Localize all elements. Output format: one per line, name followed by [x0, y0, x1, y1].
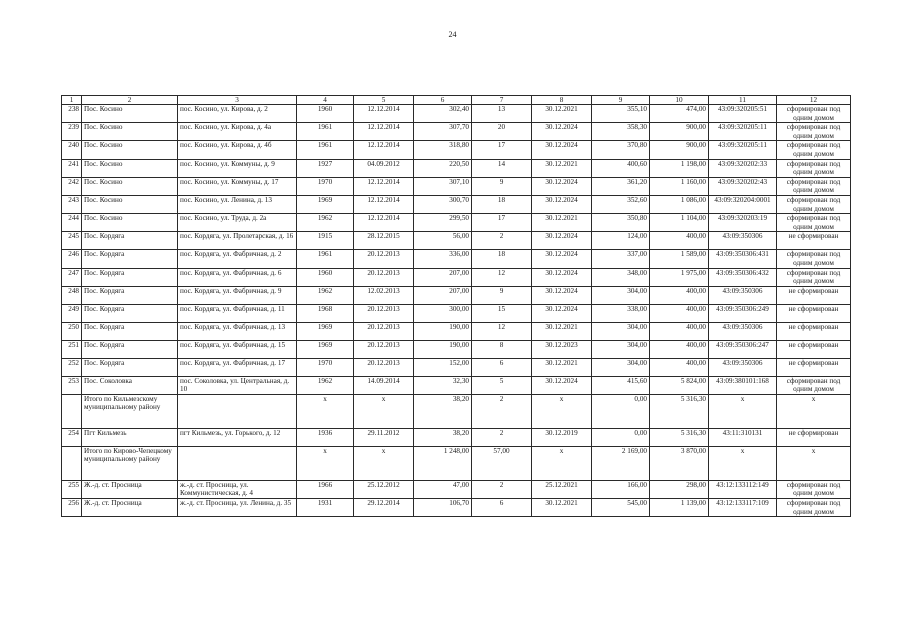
area-cell: 32,30: [414, 376, 472, 394]
plot-area-cell: 1 160,00: [650, 177, 709, 195]
area-cell: 38,20: [414, 428, 472, 446]
settlement-cell: Итого по Кирово-Чепецкому муниципальному району: [82, 446, 178, 480]
residents-cell: 2: [472, 394, 532, 428]
plot-status-cell: сформирован под одним домом: [777, 195, 851, 213]
address-cell: пос. Кордяга, ул. Фабричная, д. 13: [178, 322, 297, 340]
resettlement-date-cell: 30.12.2023: [532, 340, 592, 358]
cadastral-number-cell: 43:09:320202:43: [709, 177, 777, 195]
area-cell: 307,10: [414, 177, 472, 195]
resettlement-date-cell: 30.12.2024: [532, 123, 592, 141]
resettlement-date-cell: 30.12.2024: [532, 195, 592, 213]
residents-cell: 6: [472, 358, 532, 376]
build-year-cell: 1961: [297, 123, 354, 141]
cost-cell: 2 169,00: [592, 446, 650, 480]
address-cell: пос. Соколовка, ул. Центральная, д. 10: [178, 376, 297, 394]
recognition-date-cell: x: [354, 446, 414, 480]
recognition-date-cell: 12.12.2014: [354, 177, 414, 195]
area-cell: 190,00: [414, 340, 472, 358]
recognition-date-cell: 20.12.2013: [354, 268, 414, 286]
build-year-cell: 1970: [297, 177, 354, 195]
resettlement-date-cell: x: [532, 394, 592, 428]
residents-cell: 2: [472, 232, 532, 250]
table-row: [62, 105, 851, 123]
plot-status-cell: x: [777, 394, 851, 428]
recognition-date-cell: 14.09.2014: [354, 376, 414, 394]
cadastral-number-cell: 43:09:350306:432: [709, 268, 777, 286]
plot-area-cell: 474,00: [650, 105, 709, 123]
plot-status-cell: сформирован под одним домом: [777, 376, 851, 394]
table-row: [62, 322, 851, 340]
recognition-date-cell: 12.12.2014: [354, 105, 414, 123]
residents-cell: 9: [472, 177, 532, 195]
total-row: [62, 394, 851, 428]
row-number-cell: 249: [62, 304, 82, 322]
resettlement-date-cell: 30.12.2024: [532, 232, 592, 250]
total-row: [62, 446, 851, 480]
column-header: 10: [650, 96, 709, 105]
column-header: 4: [297, 96, 354, 105]
residents-cell: 57,00: [472, 446, 532, 480]
build-year-cell: 1969: [297, 322, 354, 340]
row-number-cell: 244: [62, 214, 82, 232]
table-row: [62, 499, 851, 517]
settlement-cell: Ж.-д. ст. Просница: [82, 499, 178, 517]
build-year-cell: x: [297, 446, 354, 480]
settlement-cell: Пос. Кордяга: [82, 250, 178, 268]
area-cell: 106,70: [414, 499, 472, 517]
plot-area-cell: 900,00: [650, 123, 709, 141]
row-number-cell: 256: [62, 499, 82, 517]
address-cell: [178, 446, 297, 480]
row-number-cell: 239: [62, 123, 82, 141]
plot-area-cell: 1 104,00: [650, 214, 709, 232]
resettlement-date-cell: 30.12.2021: [532, 214, 592, 232]
plot-area-cell: 1 198,00: [650, 159, 709, 177]
resettlement-date-cell: 30.12.2024: [532, 268, 592, 286]
address-cell: пос. Кордяга, ул. Фабричная, д. 6: [178, 268, 297, 286]
plot-status-cell: не сформирован: [777, 322, 851, 340]
table-row: [62, 480, 851, 498]
cost-cell: 361,20: [592, 177, 650, 195]
column-header: 9: [592, 96, 650, 105]
area-cell: 207,00: [414, 268, 472, 286]
address-cell: пгт Кильмезь, ул. Горького, д. 12: [178, 428, 297, 446]
table-row: [62, 340, 851, 358]
address-cell: ж.-д. ст. Просница, ул. Коммунистическая, д. 4: [178, 480, 297, 498]
residents-cell: 14: [472, 159, 532, 177]
address-cell: пос. Кордяга, ул. Фабричная, д. 9: [178, 286, 297, 304]
area-cell: 300,70: [414, 195, 472, 213]
table-row: [62, 214, 851, 232]
plot-status-cell: сформирован под одним домом: [777, 499, 851, 517]
table-row: [62, 358, 851, 376]
cadastral-number-cell: 43:09:380101:168: [709, 376, 777, 394]
cost-cell: 338,00: [592, 304, 650, 322]
cost-cell: 304,00: [592, 358, 650, 376]
row-number-cell: 255: [62, 480, 82, 498]
plot-area-cell: 400,00: [650, 340, 709, 358]
cadastral-number-cell: 43:09:320204:0001: [709, 195, 777, 213]
build-year-cell: x: [297, 394, 354, 428]
build-year-cell: 1960: [297, 105, 354, 123]
area-cell: 56,00: [414, 232, 472, 250]
recognition-date-cell: 28.12.2015: [354, 232, 414, 250]
settlement-cell: Пгт Кильмезь: [82, 428, 178, 446]
recognition-date-cell: 20.12.2013: [354, 340, 414, 358]
cost-cell: 358,30: [592, 123, 650, 141]
cadastral-number-cell: 43:12:133117:109: [709, 499, 777, 517]
address-cell: пос. Кордяга, ул. Фабричная, д. 17: [178, 358, 297, 376]
table-row: [62, 195, 851, 213]
plot-status-cell: сформирован под одним домом: [777, 177, 851, 195]
area-cell: 336,00: [414, 250, 472, 268]
build-year-cell: 1968: [297, 304, 354, 322]
table-row: [62, 286, 851, 304]
recognition-date-cell: 12.02.2013: [354, 286, 414, 304]
cost-cell: 352,60: [592, 195, 650, 213]
column-header: 5: [354, 96, 414, 105]
row-number-cell: 252: [62, 358, 82, 376]
settlement-cell: Пос. Кордяга: [82, 340, 178, 358]
row-number-cell: 241: [62, 159, 82, 177]
plot-area-cell: 298,00: [650, 480, 709, 498]
settlement-cell: Итого по Кильмезскому муниципальному району: [82, 394, 178, 428]
plot-area-cell: 400,00: [650, 358, 709, 376]
settlement-cell: Пос. Кордяга: [82, 304, 178, 322]
settlement-cell: Пос. Косино: [82, 195, 178, 213]
row-number-cell: 246: [62, 250, 82, 268]
resettlement-date-cell: 30.12.2019: [532, 428, 592, 446]
residents-cell: 12: [472, 322, 532, 340]
cadastral-number-cell: 43:09:350306:431: [709, 250, 777, 268]
residents-cell: 12: [472, 268, 532, 286]
build-year-cell: 1915: [297, 232, 354, 250]
build-year-cell: 1960: [297, 268, 354, 286]
address-cell: пос. Косино, ул. Труда, д. 2а: [178, 214, 297, 232]
address-cell: [178, 394, 297, 428]
address-cell: пос. Кордяга, ул. Фабричная, д. 2: [178, 250, 297, 268]
column-header: 3: [178, 96, 297, 105]
row-number-cell: 243: [62, 195, 82, 213]
address-cell: пос. Кордяга, ул. Фабричная, д. 11: [178, 304, 297, 322]
residents-cell: 20: [472, 123, 532, 141]
cadastral-number-cell: x: [709, 394, 777, 428]
plot-area-cell: 900,00: [650, 141, 709, 159]
settlement-cell: Пос. Косино: [82, 105, 178, 123]
build-year-cell: 1966: [297, 480, 354, 498]
build-year-cell: 1962: [297, 286, 354, 304]
recognition-date-cell: 20.12.2013: [354, 358, 414, 376]
recognition-date-cell: 20.12.2013: [354, 304, 414, 322]
row-number-cell: 242: [62, 177, 82, 195]
area-cell: 38,20: [414, 394, 472, 428]
recognition-date-cell: 12.12.2014: [354, 123, 414, 141]
plot-area-cell: 1 975,00: [650, 268, 709, 286]
residents-cell: 2: [472, 480, 532, 498]
build-year-cell: 1970: [297, 358, 354, 376]
column-header: 7: [472, 96, 532, 105]
build-year-cell: 1931: [297, 499, 354, 517]
recognition-date-cell: 20.12.2013: [354, 322, 414, 340]
area-cell: 207,00: [414, 286, 472, 304]
cost-cell: 304,00: [592, 340, 650, 358]
settlement-cell: Пос. Кордяга: [82, 322, 178, 340]
area-cell: 152,00: [414, 358, 472, 376]
address-cell: пос. Кордяга, ул. Фабричная, д. 15: [178, 340, 297, 358]
resettlement-date-cell: 30.12.2021: [532, 322, 592, 340]
column-header: 2: [82, 96, 178, 105]
table-row: [62, 141, 851, 159]
column-header: 8: [532, 96, 592, 105]
row-number-cell: 251: [62, 340, 82, 358]
residents-cell: 6: [472, 499, 532, 517]
cadastral-number-cell: 43:09:350306: [709, 358, 777, 376]
residents-cell: 17: [472, 214, 532, 232]
cadastral-number-cell: 43:09:320205:11: [709, 141, 777, 159]
row-number-cell: 240: [62, 141, 82, 159]
cost-cell: 545,00: [592, 499, 650, 517]
recognition-date-cell: 12.12.2014: [354, 141, 414, 159]
cadastral-number-cell: 43:12:133112:149: [709, 480, 777, 498]
row-number-cell: 245: [62, 232, 82, 250]
cadastral-number-cell: 43:09:320205:51: [709, 105, 777, 123]
area-cell: 307,70: [414, 123, 472, 141]
row-number-cell: 248: [62, 286, 82, 304]
build-year-cell: 1961: [297, 141, 354, 159]
residents-cell: 13: [472, 105, 532, 123]
settlement-cell: Пос. Кордяга: [82, 268, 178, 286]
cost-cell: 348,00: [592, 268, 650, 286]
column-header: 1: [62, 96, 82, 105]
resettlement-date-cell: x: [532, 446, 592, 480]
cost-cell: 337,00: [592, 250, 650, 268]
resettlement-date-cell: 30.12.2024: [532, 141, 592, 159]
address-cell: пос. Косино, ул. Кирова, д. 4а: [178, 123, 297, 141]
cost-cell: 0,00: [592, 428, 650, 446]
residents-cell: 9: [472, 286, 532, 304]
resettlement-date-cell: 25.12.2021: [532, 480, 592, 498]
resettlement-date-cell: 30.12.2024: [532, 304, 592, 322]
settlement-cell: Пос. Косино: [82, 141, 178, 159]
address-cell: пос. Косино, ул. Кирова, д. 4б: [178, 141, 297, 159]
page-number: 24: [448, 30, 457, 39]
resettlement-date-cell: 30.12.2021: [532, 159, 592, 177]
plot-status-cell: сформирован под одним домом: [777, 268, 851, 286]
cost-cell: 350,80: [592, 214, 650, 232]
address-cell: пос. Косино, ул. Коммуны, д. 9: [178, 159, 297, 177]
table-row: [62, 304, 851, 322]
cost-cell: 124,00: [592, 232, 650, 250]
settlement-cell: Пос. Косино: [82, 177, 178, 195]
plot-area-cell: 5 316,30: [650, 394, 709, 428]
table-row: [62, 268, 851, 286]
settlement-cell: Пос. Кордяга: [82, 232, 178, 250]
cost-cell: 166,00: [592, 480, 650, 498]
plot-area-cell: 5 316,30: [650, 428, 709, 446]
settlement-cell: Пос. Косино: [82, 214, 178, 232]
area-cell: 302,40: [414, 105, 472, 123]
settlement-cell: Пос. Косино: [82, 159, 178, 177]
cadastral-number-cell: 43:09:320203:19: [709, 214, 777, 232]
plot-status-cell: не сформирован: [777, 358, 851, 376]
cadastral-number-cell: 43:11:310131: [709, 428, 777, 446]
plot-status-cell: сформирован под одним домом: [777, 480, 851, 498]
row-number-cell: 250: [62, 322, 82, 340]
plot-area-cell: 1 589,00: [650, 250, 709, 268]
table-row: [62, 159, 851, 177]
column-number-row: [62, 96, 851, 105]
cost-cell: 370,80: [592, 141, 650, 159]
plot-status-cell: сформирован под одним домом: [777, 159, 851, 177]
area-cell: 318,80: [414, 141, 472, 159]
plot-area-cell: 1 139,00: [650, 499, 709, 517]
cadastral-number-cell: x: [709, 446, 777, 480]
recognition-date-cell: x: [354, 394, 414, 428]
address-cell: пос. Косино, ул. Кирова, д. 2: [178, 105, 297, 123]
plot-status-cell: сформирован под одним домом: [777, 105, 851, 123]
build-year-cell: 1961: [297, 250, 354, 268]
resettlement-date-cell: 30.12.2024: [532, 250, 592, 268]
row-number-cell: [62, 394, 82, 428]
housing-table: [61, 95, 851, 517]
row-number-cell: 254: [62, 428, 82, 446]
table-row: [62, 177, 851, 195]
plot-status-cell: сформирован под одним домом: [777, 250, 851, 268]
area-cell: 299,50: [414, 214, 472, 232]
resettlement-date-cell: 30.12.2021: [532, 105, 592, 123]
row-number-cell: [62, 446, 82, 480]
build-year-cell: 1927: [297, 159, 354, 177]
residents-cell: 2: [472, 428, 532, 446]
resettlement-date-cell: 30.12.2021: [532, 358, 592, 376]
plot-status-cell: x: [777, 446, 851, 480]
cadastral-number-cell: 43:09:350306: [709, 232, 777, 250]
cadastral-number-cell: 43:09:350306: [709, 322, 777, 340]
plot-status-cell: не сформирован: [777, 340, 851, 358]
area-cell: 1 248,00: [414, 446, 472, 480]
table-row: [62, 232, 851, 250]
plot-area-cell: 400,00: [650, 304, 709, 322]
recognition-date-cell: 20.12.2013: [354, 250, 414, 268]
cost-cell: 355,10: [592, 105, 650, 123]
settlement-cell: Пос. Соколовка: [82, 376, 178, 394]
build-year-cell: 1936: [297, 428, 354, 446]
residents-cell: 5: [472, 376, 532, 394]
area-cell: 220,50: [414, 159, 472, 177]
address-cell: ж.-д. ст. Просница, ул. Ленина, д. 35: [178, 499, 297, 517]
cadastral-number-cell: 43:09:320202:33: [709, 159, 777, 177]
recognition-date-cell: 29.11.2012: [354, 428, 414, 446]
address-cell: пос. Косино, ул. Ленина, д. 13: [178, 195, 297, 213]
table-row: [62, 376, 851, 394]
cost-cell: 304,00: [592, 322, 650, 340]
table-row: [62, 123, 851, 141]
row-number-cell: 253: [62, 376, 82, 394]
residents-cell: 18: [472, 250, 532, 268]
settlement-cell: Пос. Кордяга: [82, 286, 178, 304]
residents-cell: 17: [472, 141, 532, 159]
build-year-cell: 1969: [297, 340, 354, 358]
settlement-cell: Пос. Косино: [82, 123, 178, 141]
row-number-cell: 247: [62, 268, 82, 286]
plot-area-cell: 1 086,00: [650, 195, 709, 213]
plot-area-cell: 400,00: [650, 322, 709, 340]
address-cell: пос. Косино, ул. Коммуны, д. 17: [178, 177, 297, 195]
build-year-cell: 1962: [297, 376, 354, 394]
resettlement-date-cell: 30.12.2024: [532, 376, 592, 394]
settlement-cell: Ж.-д. ст. Просница: [82, 480, 178, 498]
build-year-cell: 1969: [297, 195, 354, 213]
plot-status-cell: не сформирован: [777, 232, 851, 250]
column-header: 6: [414, 96, 472, 105]
table-row: [62, 250, 851, 268]
resettlement-date-cell: 30.12.2021: [532, 499, 592, 517]
plot-area-cell: 400,00: [650, 232, 709, 250]
row-number-cell: 238: [62, 105, 82, 123]
build-year-cell: 1962: [297, 214, 354, 232]
cadastral-number-cell: 43:09:350306: [709, 286, 777, 304]
plot-status-cell: не сформирован: [777, 286, 851, 304]
recognition-date-cell: 12.12.2014: [354, 195, 414, 213]
resettlement-date-cell: 30.12.2024: [532, 286, 592, 304]
column-header: 12: [777, 96, 851, 105]
resettlement-date-cell: 30.12.2024: [532, 177, 592, 195]
residents-cell: 18: [472, 195, 532, 213]
recognition-date-cell: 29.12.2014: [354, 499, 414, 517]
settlement-cell: Пос. Кордяга: [82, 358, 178, 376]
recognition-date-cell: 12.12.2014: [354, 214, 414, 232]
cost-cell: 400,60: [592, 159, 650, 177]
plot-status-cell: не сформирован: [777, 428, 851, 446]
cost-cell: 304,00: [592, 286, 650, 304]
plot-area-cell: 5 824,00: [650, 376, 709, 394]
address-cell: пос. Кордяга, ул. Пролетарская, д. 16: [178, 232, 297, 250]
residents-cell: 8: [472, 340, 532, 358]
plot-area-cell: 400,00: [650, 286, 709, 304]
area-cell: 190,00: [414, 322, 472, 340]
recognition-date-cell: 25.12.2012: [354, 480, 414, 498]
table-body: [62, 105, 851, 517]
residents-cell: 15: [472, 304, 532, 322]
recognition-date-cell: 04.09.2012: [354, 159, 414, 177]
plot-status-cell: сформирован под одним домом: [777, 123, 851, 141]
area-cell: 300,00: [414, 304, 472, 322]
cadastral-number-cell: 43:09:320205:11: [709, 123, 777, 141]
cost-cell: 0,00: [592, 394, 650, 428]
cost-cell: 415,60: [592, 376, 650, 394]
cadastral-number-cell: 43:09:350306:247: [709, 340, 777, 358]
plot-status-cell: сформирован под одним домом: [777, 214, 851, 232]
table-row: [62, 428, 851, 446]
area-cell: 47,00: [414, 480, 472, 498]
plot-status-cell: не сформирован: [777, 304, 851, 322]
plot-area-cell: 3 870,00: [650, 446, 709, 480]
plot-status-cell: сформирован под одним домом: [777, 141, 851, 159]
cadastral-number-cell: 43:09:350306:249: [709, 304, 777, 322]
column-header: 11: [709, 96, 777, 105]
